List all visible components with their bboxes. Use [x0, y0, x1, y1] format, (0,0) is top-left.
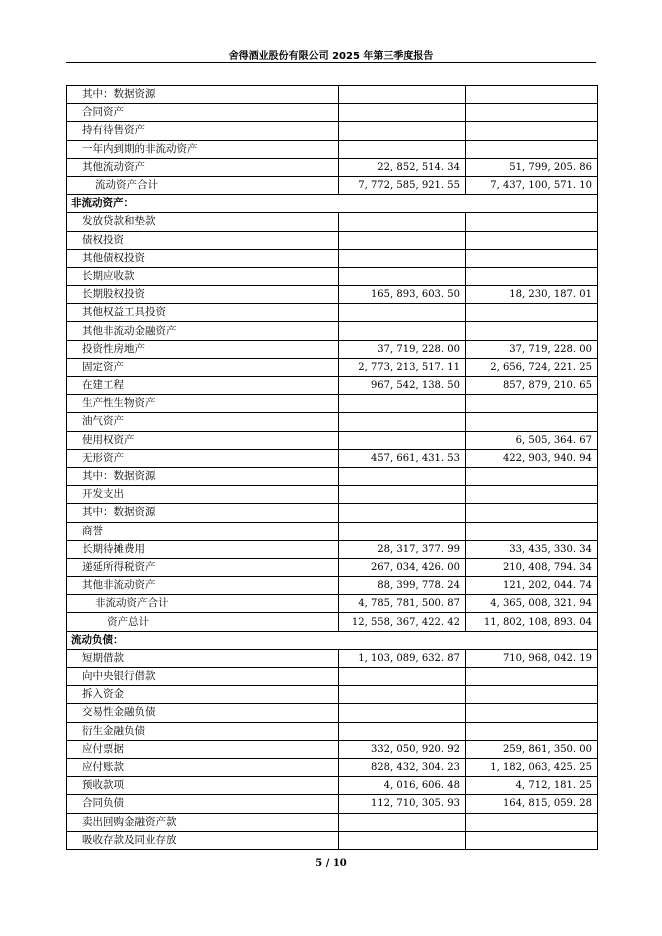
row-label: 非流动资产：: [67, 195, 598, 213]
row-label: 其中：数据资源: [67, 86, 339, 104]
row-label: 其他流动资产: [67, 158, 339, 176]
table-row: [67, 558, 598, 576]
current-period-value: 37, 719, 228. 00: [339, 340, 466, 358]
prior-period-value: [466, 322, 598, 340]
prior-period-value: 33, 435, 330. 34: [466, 540, 598, 558]
table-row: [67, 686, 598, 704]
current-period-value: 4, 785, 781, 500. 87: [339, 595, 466, 613]
balance-sheet-table: [66, 85, 598, 850]
prior-period-value: [466, 467, 598, 485]
table-row: [67, 231, 598, 249]
table-row: [67, 704, 598, 722]
table-row: [67, 395, 598, 413]
table-row: [67, 758, 598, 776]
row-label: 长期股权投资: [67, 286, 339, 304]
report-header-title: 舍得酒业股份有限公司 2025 年第三季度报告: [228, 51, 434, 62]
prior-period-value: [466, 231, 598, 249]
current-period-value: [339, 395, 466, 413]
page-number: 5 / 10: [315, 858, 347, 869]
prior-period-value: [466, 304, 598, 322]
section-header-row: [67, 631, 598, 649]
row-label: 油气资产: [67, 413, 339, 431]
current-period-value: 267, 034, 426. 00: [339, 558, 466, 576]
row-label: 无形资产: [67, 449, 339, 467]
table-row: [67, 176, 598, 194]
current-period-value: [339, 231, 466, 249]
current-period-value: 332, 050, 920. 92: [339, 740, 466, 758]
table-row: [67, 122, 598, 140]
current-period-value: [339, 668, 466, 686]
table-row: [67, 722, 598, 740]
row-label: 在建工程: [67, 377, 339, 395]
row-label: 非流动资产合计: [67, 595, 339, 613]
prior-period-value: 2, 656, 724, 221. 25: [466, 358, 598, 376]
current-period-value: [339, 486, 466, 504]
current-period-value: [339, 213, 466, 231]
row-label: 应付账款: [67, 758, 339, 776]
row-label: 投资性房地产: [67, 340, 339, 358]
row-label: 长期待摊费用: [67, 540, 339, 558]
row-label: 预收款项: [67, 777, 339, 795]
section-header-row: [67, 195, 598, 213]
prior-period-value: [466, 413, 598, 431]
prior-period-value: 710, 968, 042. 19: [466, 649, 598, 667]
row-label: 其他非流动金融资产: [67, 322, 339, 340]
prior-period-value: [466, 213, 598, 231]
row-label: 生产性生物资产: [67, 395, 339, 413]
table-row: [67, 595, 598, 613]
prior-period-value: [466, 122, 598, 140]
table-row: [67, 740, 598, 758]
current-period-value: [339, 267, 466, 285]
current-period-value: [339, 140, 466, 158]
prior-period-value: [466, 395, 598, 413]
balance-sheet-body: [67, 86, 598, 850]
prior-period-value: 210, 408, 794. 34: [466, 558, 598, 576]
row-label: 使用权资产: [67, 431, 339, 449]
row-label: 发放贷款和垫款: [67, 213, 339, 231]
current-period-value: [339, 413, 466, 431]
table-row: [67, 267, 598, 285]
table-row: [67, 431, 598, 449]
row-label: 短期借款: [67, 649, 339, 667]
row-label: 拆入资金: [67, 686, 339, 704]
current-period-value: [339, 686, 466, 704]
current-period-value: [339, 304, 466, 322]
table-row: [67, 213, 598, 231]
prior-period-value: [466, 86, 598, 104]
table-row: [67, 613, 598, 631]
current-period-value: [339, 722, 466, 740]
prior-period-value: 857, 879, 210. 65: [466, 377, 598, 395]
table-row: [67, 140, 598, 158]
prior-period-value: 6, 505, 364. 67: [466, 431, 598, 449]
prior-period-value: 11, 802, 108, 893. 04: [466, 613, 598, 631]
current-period-value: [339, 504, 466, 522]
table-row: [67, 322, 598, 340]
table-row: [67, 486, 598, 504]
current-period-value: 2, 773, 213, 517. 11: [339, 358, 466, 376]
current-period-value: [339, 431, 466, 449]
prior-period-value: [466, 831, 598, 849]
row-label: 固定资产: [67, 358, 339, 376]
row-label: 债权投资: [67, 231, 339, 249]
table-row: [67, 577, 598, 595]
prior-period-value: [466, 504, 598, 522]
current-period-value: 4, 016, 606. 48: [339, 777, 466, 795]
row-label: 长期应收款: [67, 267, 339, 285]
table-row: [67, 286, 598, 304]
row-label: 商誉: [67, 522, 339, 540]
prior-period-value: 7, 437, 100, 571. 10: [466, 176, 598, 194]
current-period-value: 22, 852, 514. 34: [339, 158, 466, 176]
current-period-value: 28, 317, 377. 99: [339, 540, 466, 558]
prior-period-value: 4, 365, 008, 321. 94: [466, 595, 598, 613]
current-period-value: [339, 813, 466, 831]
current-period-value: [339, 249, 466, 267]
current-period-value: [339, 104, 466, 122]
row-label: 流动负债：: [67, 631, 598, 649]
prior-period-value: [466, 813, 598, 831]
table-row: [67, 649, 598, 667]
table-row: [67, 504, 598, 522]
row-label: 其他债权投资: [67, 249, 339, 267]
current-period-value: 88, 399, 778. 24: [339, 577, 466, 595]
prior-period-value: [466, 249, 598, 267]
table-row: [67, 522, 598, 540]
row-label: 卖出回购金融资产款: [67, 813, 339, 831]
table-row: [67, 377, 598, 395]
row-label: 衍生金融负债: [67, 722, 339, 740]
prior-period-value: [466, 486, 598, 504]
row-label: 持有待售资产: [67, 122, 339, 140]
prior-period-value: 37, 719, 228. 00: [466, 340, 598, 358]
table-row: [67, 668, 598, 686]
table-row: [67, 358, 598, 376]
current-period-value: [339, 467, 466, 485]
prior-period-value: [466, 704, 598, 722]
table-row: [67, 831, 598, 849]
row-label: 一年内到期的非流动资产: [67, 140, 339, 158]
prior-period-value: [466, 267, 598, 285]
row-label: 其中：数据资源: [67, 467, 339, 485]
current-period-value: 165, 893, 603. 50: [339, 286, 466, 304]
prior-period-value: 51, 799, 205. 86: [466, 158, 598, 176]
row-label: 应付票据: [67, 740, 339, 758]
table-row: [67, 467, 598, 485]
table-row: [67, 795, 598, 813]
row-label: 资产总计: [67, 613, 339, 631]
row-label: 向中央银行借款: [67, 668, 339, 686]
row-label: 吸收存款及同业存放: [67, 831, 339, 849]
prior-period-value: 259, 861, 350. 00: [466, 740, 598, 758]
prior-period-value: [466, 722, 598, 740]
prior-period-value: [466, 140, 598, 158]
current-period-value: 7, 772, 585, 921. 55: [339, 176, 466, 194]
table-row: [67, 158, 598, 176]
current-period-value: 828, 432, 304. 23: [339, 758, 466, 776]
table-row: [67, 777, 598, 795]
prior-period-value: [466, 668, 598, 686]
prior-period-value: 1, 182, 063, 425. 25: [466, 758, 598, 776]
row-label: 合同资产: [67, 104, 339, 122]
row-label: 流动资产合计: [67, 176, 339, 194]
current-period-value: 967, 542, 138. 50: [339, 377, 466, 395]
prior-period-value: [466, 104, 598, 122]
current-period-value: [339, 831, 466, 849]
row-label: 其他非流动资产: [67, 577, 339, 595]
prior-period-value: 4, 712, 181. 25: [466, 777, 598, 795]
row-label: 开发支出: [67, 486, 339, 504]
prior-period-value: [466, 522, 598, 540]
table-row: [67, 813, 598, 831]
header-divider: [66, 62, 596, 63]
prior-period-value: [466, 686, 598, 704]
current-period-value: [339, 322, 466, 340]
current-period-value: [339, 86, 466, 104]
current-period-value: 12, 558, 367, 422. 42: [339, 613, 466, 631]
prior-period-value: 164, 815, 059. 28: [466, 795, 598, 813]
row-label: 递延所得税资产: [67, 558, 339, 576]
table-row: [67, 304, 598, 322]
row-label: 其他权益工具投资: [67, 304, 339, 322]
table-row: [67, 86, 598, 104]
current-period-value: 457, 661, 431. 53: [339, 449, 466, 467]
prior-period-value: 121, 202, 044. 74: [466, 577, 598, 595]
table-row: [67, 540, 598, 558]
current-period-value: 1, 103, 089, 632. 87: [339, 649, 466, 667]
table-row: [67, 449, 598, 467]
row-label: 其中：数据资源: [67, 504, 339, 522]
current-period-value: [339, 122, 466, 140]
table-row: [67, 104, 598, 122]
current-period-value: [339, 522, 466, 540]
prior-period-value: 18, 230, 187. 01: [466, 286, 598, 304]
table-row: [67, 249, 598, 267]
table-row: [67, 413, 598, 431]
table-row: [67, 340, 598, 358]
current-period-value: 112, 710, 305. 93: [339, 795, 466, 813]
prior-period-value: 422, 903, 940. 94: [466, 449, 598, 467]
row-label: 交易性金融负债: [67, 704, 339, 722]
row-label: 合同负债: [67, 795, 339, 813]
current-period-value: [339, 704, 466, 722]
